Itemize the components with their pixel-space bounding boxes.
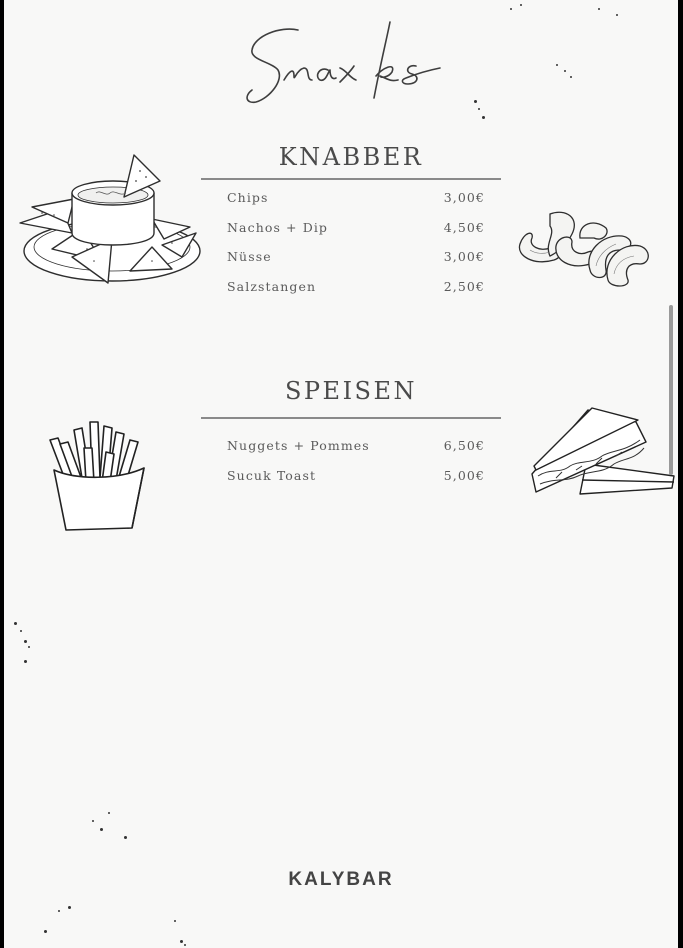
item-price: 2,50€ [443,278,485,294]
french-fries-illustration [46,418,150,538]
cashew-nuts-illustration [510,204,656,292]
item-price: 3,00€ [443,190,485,205]
sandwich-icon [526,404,678,502]
menu-title-text [240,18,450,113]
sandwich-illustration [526,404,678,506]
menu-item [227,249,485,279]
menu-page [4,0,678,948]
section-heading-speisen: SPEISEN [284,377,418,405]
footer-brand: KALYBAR [288,869,394,890]
item-price: 3,00€ [443,249,485,264]
item-price: 4,50€ [443,219,485,235]
menu-item [227,190,485,220]
menu-item [227,279,485,309]
item-name: Salzstangen [227,278,317,294]
scrollbar-thumb[interactable] [669,305,673,475]
nachos-dip-illustration [12,153,204,292]
item-name: Nüsse [227,249,272,264]
section-divider [201,178,501,180]
menu-title [240,18,450,113]
fries-icon [46,418,150,534]
item-name: Sucuk Toast [227,467,317,483]
item-price: 5,00€ [443,467,485,483]
item-name: Nachos + Dip [227,219,329,235]
item-price: 6,50€ [443,438,485,453]
section-heading-knabber: KNABBER [278,143,424,171]
cashew-icon [510,204,656,288]
menu-item [227,220,485,250]
menu-item [227,468,485,498]
speisen-item-list [227,438,485,497]
section-divider [201,417,501,419]
item-name: Nuggets + Pommes [227,438,370,453]
nachos-icon [12,153,204,288]
item-name: Chips [227,190,269,205]
knabber-item-list [227,190,485,308]
menu-item [227,438,485,468]
